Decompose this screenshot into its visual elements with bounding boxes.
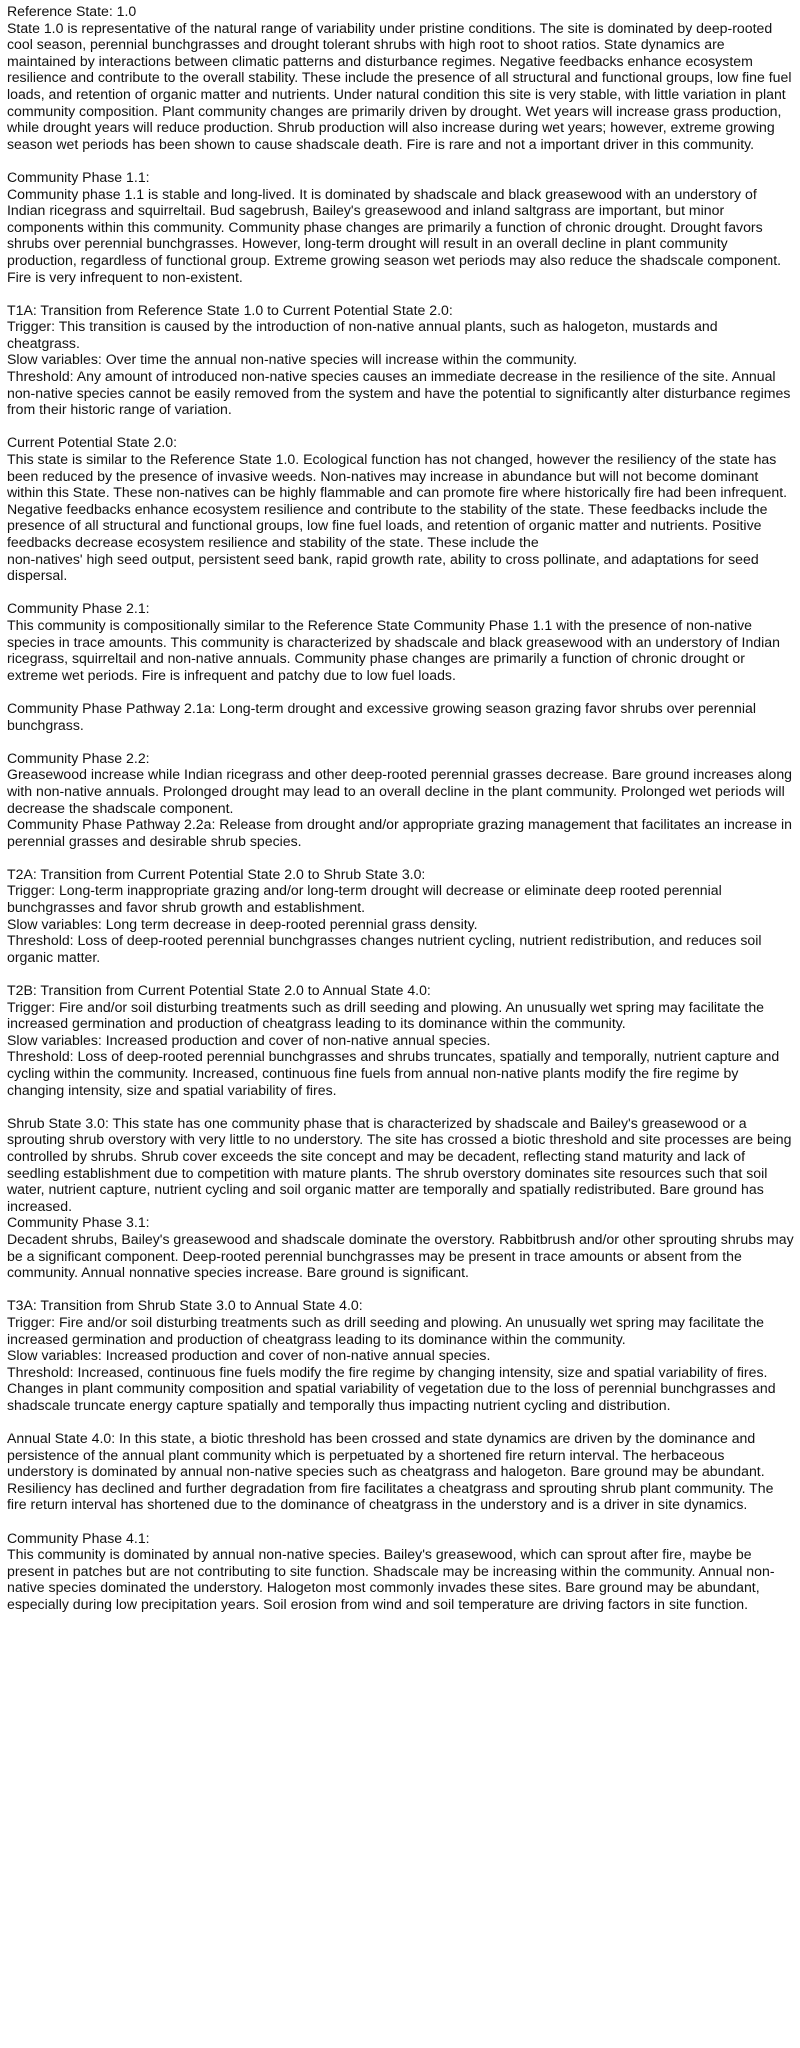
section-transition-t2b	[7, 982, 794, 1098]
section-reference-state-1	[7, 3, 794, 152]
paragraph-text: Community Phase 3.1:	[7, 1214, 150, 1231]
paragraph-text: Trigger: Fire and/or soil disturbing treatments such as drill seeding and plowing. An unusually wet spring may facilitate the increased germination and production of cheatgrass leading to its dominance within the community.	[7, 998, 765, 1032]
section-pathway-2-1a	[7, 700, 794, 733]
paragraph-text: Threshold: Any amount of introduced non-native species causes an immediate decrease in the resilience of the site. Annual non-native species cannot be easily removed from the system and have the potential to significantly alter disturbance regimes from their historic range of variation.	[7, 368, 791, 418]
paragraph-text: Slow variables: Increased production and cover of non-native annual species.	[7, 1347, 491, 1364]
paragraph-text: Slow variables: Increased production and cover of non-native annual species.	[7, 1031, 491, 1048]
section-heading: Reference State: 1.0	[7, 3, 137, 19]
paragraph-text: Community phase 1.1 is stable and long-lived. It is dominated by shadscale and black greasewood with an understory of Indian ricegrass and squirreltail. Bud sagebrush, Bailey's greasewood and inland saltgrass are important, but minor components within this community. Community phase changes are primarily a function of chronic drought. Drought favors shrubs over perennial bunchgrasses. However, long-term drought will result in an overall decline in plant community production, regardless of functional group. Extreme growing season wet periods may also reduce the shadscale component. Fire is very infrequent to non-existent.	[7, 185, 782, 285]
section-current-potential-state-2	[7, 434, 794, 583]
section-heading: T2B: Transition from Current Potential State 2.0 to Annual State 4.0:	[7, 982, 431, 999]
paragraph-text: Threshold: Loss of deep-rooted perennial bunchgrasses and shrubs truncates, spatially and temporally, nutrient capture and cycling within the community. Increased, continuous fine fuels from annual non-native plants modify the fire regime by changing intensity, size and spatial variability of fires.	[7, 1048, 780, 1098]
section-transition-t3a	[7, 1297, 794, 1413]
paragraph-text: This community is compositionally similar to the Reference State Community Phase 1.1 with the presence of non-native species in trace amounts. This community is characterized by shadscale and black greasewood with an understory of Indian ricegrass, squirreltail and non-native annuals. Community phase changes are primarily a function of chronic drought or extreme wet periods. Fire is infrequent and patchy due to low fuel loads.	[7, 616, 780, 683]
paragraph-text: Threshold: Increased, continuous fine fuels modify the fire regime by changing intensity, size and spatial variability of fires. Changes in plant community composition and spatial variability of vegetation due to the loss of perennial bunchgrasses and shadscale truncate energy capture spatially and temporally thus impacting nutrient cycling and distribution.	[7, 1363, 776, 1413]
section-heading: Community Phase 2.2:	[7, 749, 150, 766]
section-heading: T1A: Transition from Reference State 1.0 to Current Potential State 2.0:	[7, 301, 453, 318]
section-transition-t1a	[7, 302, 794, 418]
paragraph-text: This state is similar to the Reference State 1.0. Ecological function has not changed, however the resiliency of the state has been reduced by the presence of invasive weeds. Non-natives may increase in abundance but will not become dominant within this State. These non-natives can be highly flammable and can promote fire where historically fire had been infrequent. Negative feedbacks enhance ecosystem resilience and contribute to the stability of the state. These feedbacks include the presence of all structural and functional groups, low fine fuel loads, and retention of organic matter and nutrients. Positive feedbacks decrease ecosystem resilience and stability of the state. These include the	[7, 451, 788, 550]
paragraph-text: Trigger: This transition is caused by the introduction of non-native annual plants, such as halogeton, mustards and cheatgrass.	[7, 318, 718, 351]
section-heading: Shrub State 3.0: This state has one community phase that is characterized by shadscale and Bailey's greasewood or a sprouting shrub overstory with very little to no understory. The site has crossed a biotic threshold and site processes are being controlled by shrubs. Shrub cover exceeds the site concept and may be decadent, reflecting stand maturity and lack of seedling establishment due to competition with mature plants. The shrub overstory dominates site resources such that soil water, nutrient capture, nutrient cycling and soil organic matter are temporally and spatially redistributed. Bare ground has increased.	[7, 1114, 792, 1214]
paragraph-text: This community is dominated by annual non-native species. Bailey's greasewood, which can sprout after fire, maybe be present in patches but are not contributing to site function. Shadscale may be increasing within the community. Annual non-native species dominated the understory. Halogeton most commonly invades these sites. Bare ground may be abundant, especially during low precipitation years. Soil erosion from wind and soil temperature are driving factors in site function.	[7, 1546, 775, 1612]
section-heading: Community Phase 1.1:	[7, 168, 150, 185]
paragraph-text: Slow variables: Long term decrease in deep-rooted perennial grass density.	[7, 915, 478, 932]
section-shrub-state-3	[7, 1115, 794, 1281]
section-transition-t2a	[7, 866, 794, 966]
section-community-phase-4-1	[7, 1530, 794, 1613]
paragraph-text: Slow variables: Over time the annual non-native species will increase within the community.	[7, 351, 578, 368]
section-heading: Community Phase 4.1:	[7, 1529, 150, 1546]
paragraph-text: Trigger: Long-term inappropriate grazing and/or long-term drought will decrease or eliminate deep rooted perennial bunchgrasses and favor shrub growth and establishment.	[7, 882, 722, 916]
section-heading: Annual State 4.0: In this state, a biotic threshold has been crossed and state dynamics are driven by the dominance and persistence of the annual plant community which is perpetuated by a shortened fire return interval. The herbaceous understory is dominated by annual non-native species such as cheatgrass and halogeton. Bare ground may be abundant. Resiliency has declined and further degradation from fire facilitates a cheatgrass and sprouting shrub plant community. The fire return interval has shortened due to the dominance of cheatgrass in the understory and is a driver in site dynamics.	[7, 1430, 774, 1513]
paragraph-text: Community Phase Pathway 2.2a: Release from drought and/or appropriate grazing management that facilitates an increase in perennial grasses and desirable shrub species.	[7, 816, 792, 849]
section-community-phase-2-1	[7, 600, 794, 683]
paragraph-text: State 1.0 is representative of the natural range of variability under pristine conditions. The site is dominated by deep-rooted cool season, perennial bunchgrasses and drought tolerant shrubs with high root to shoot ratios. State dynamics are maintained by interactions between climatic patterns and disturbance regimes. Negative feedbacks enhance ecosystem resilience and contribute to the overall stability. These include the presence of all structural and functional groups, low fine fuel loads, and retention of organic matter and nutrients. Under natural condition this site is very stable, with little variation in plant community composition. Plant community changes are primarily driven by drought. Wet years will increase grass production, while drought years will reduce production. Shrub production will also increase during wet years; however, extreme growing season wet periods has been shown to cause shadscale death. Fire is rare and not a important driver in this community.	[7, 19, 792, 152]
section-annual-state-4	[7, 1430, 794, 1513]
section-heading: T3A: Transition from Shrub State 3.0 to Annual State 4.0:	[7, 1297, 363, 1314]
paragraph-text: Decadent shrubs, Bailey's greasewood and shadscale dominate the overstory. Rabbitbrush and/or other sprouting shrubs may be a significant component. Deep-rooted perennial bunchgrasses may be present in trace amounts or absent from the community. Annual nonnative species increase. Bare ground is significant.	[7, 1230, 794, 1281]
section-heading: Community Phase 2.1:	[7, 600, 150, 617]
section-heading: Current Potential State 2.0:	[7, 434, 178, 451]
section-community-phase-1-1	[7, 169, 794, 285]
section-heading: Community Phase Pathway 2.1a: Long-term drought and excessive growing season grazing favor shrubs over perennial bunchgrass.	[7, 699, 756, 733]
paragraph-text: Threshold: Loss of deep-rooted perennial bunchgrasses changes nutrient cycling, nutrient redistribution, and reduces soil organic matter.	[7, 932, 762, 965]
paragraph-text: Trigger: Fire and/or soil disturbing treatments such as drill seeding and plowing. An unusually wet spring may facilitate the increased germination and production of cheatgrass leading to its dominance within the community.	[7, 1313, 765, 1347]
paragraph-text: Greasewood increase while Indian ricegrass and other deep-rooted perennial grasses decrease. Bare ground increases along with non-native annuals. Prolonged drought may lead to an overall decline in the plant community. Prolonged wet periods will decrease the shadscale component.	[7, 766, 793, 816]
paragraph-text: non-natives' high seed output, persistent seed bank, rapid growth rate, ability to cross pollinate, and adaptations for seed dispersal.	[7, 550, 759, 584]
section-community-phase-2-2	[7, 750, 794, 850]
section-heading: T2A: Transition from Current Potential State 2.0 to Shrub State 3.0:	[7, 865, 426, 882]
